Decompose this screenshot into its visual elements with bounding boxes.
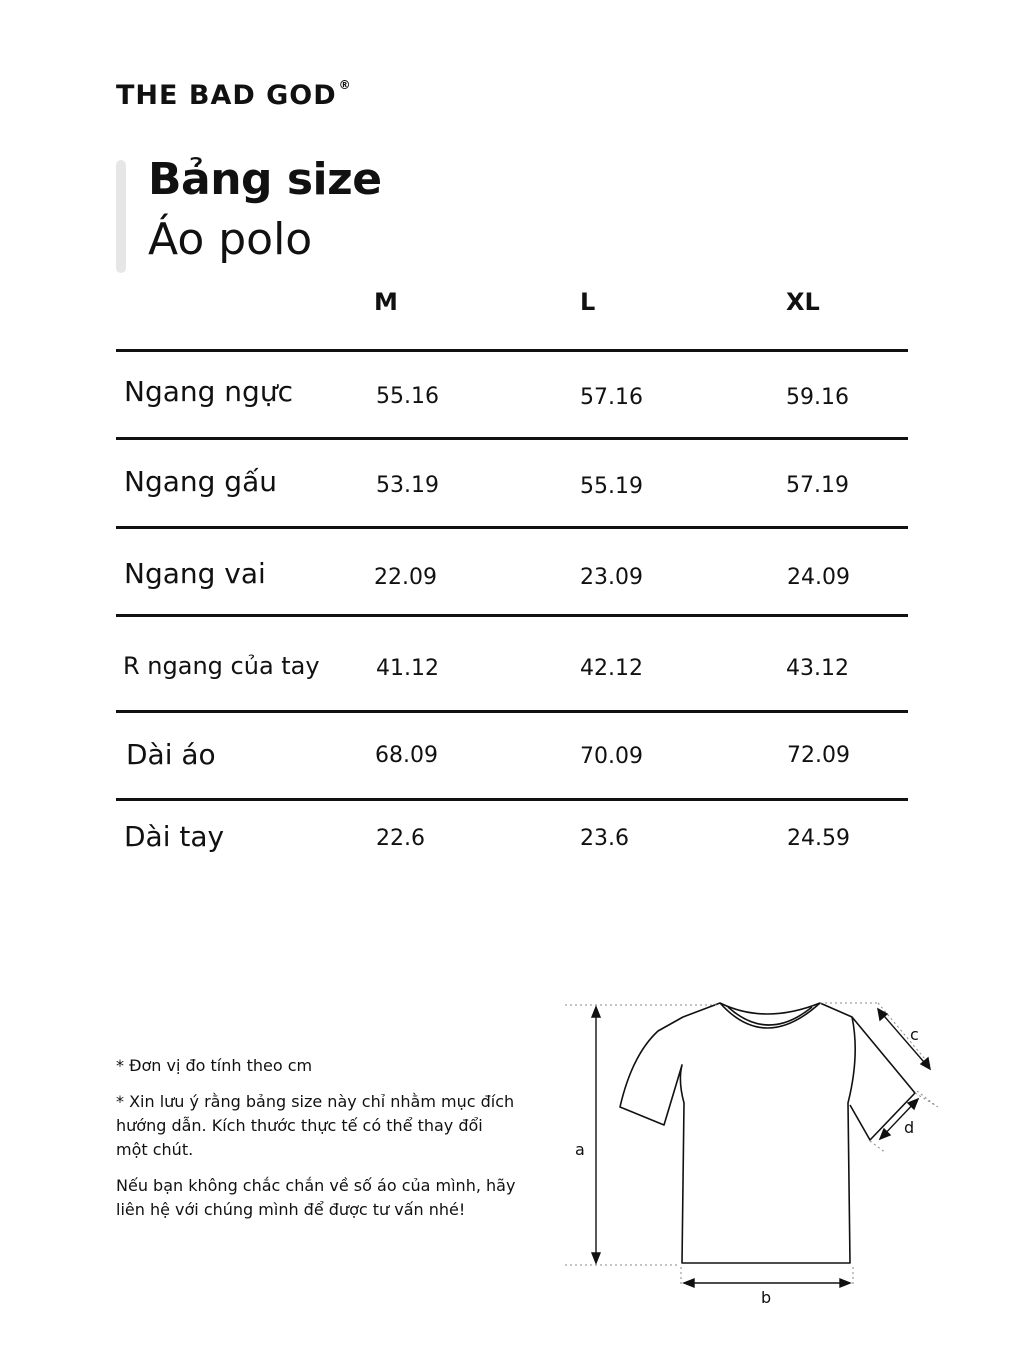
brand-name: THE BAD GOD [116,80,337,111]
cell-sleeve-length-xl: 24.59 [787,826,850,851]
cell-sleeve-length-l: 23.6 [580,826,629,851]
row-label-sleeve-width: R ngang của tay [123,652,320,680]
row-divider [116,710,908,713]
size-header-l: L [580,288,596,316]
cell-shoulder-l: 23.09 [580,565,643,590]
brand-logo [116,80,352,111]
page-subtitle: Áo polo [148,214,313,265]
cell-shoulder-xl: 24.09 [787,565,850,590]
cell-hem-m: 53.19 [376,473,439,498]
page-title: Bảng size [148,154,382,205]
row-divider [116,798,908,801]
row-divider [116,349,908,352]
dim-label-d: d [904,1118,915,1137]
cell-shoulder-m: 22.09 [374,565,437,590]
cell-chest-xl: 59.16 [786,385,849,410]
cell-sleeve-width-m: 41.12 [376,656,439,681]
dim-label-b: b [761,1288,772,1307]
title-accent-bar [116,160,126,273]
cell-hem-xl: 57.19 [786,473,849,498]
row-label-chest: Ngang ngực [124,375,293,408]
size-header-m: M [374,288,398,316]
cell-chest-m: 55.16 [376,384,439,409]
note-unit: * Đơn vị đo tính theo cm [116,1056,313,1075]
cell-length-xl: 72.09 [787,743,850,768]
dimension-guides [565,1003,938,1287]
shirt-measurement-diagram [560,995,960,1325]
notes-block [116,1054,516,1234]
dim-label-c: c [910,1025,919,1044]
cell-hem-l: 55.19 [580,474,643,499]
row-label-hem: Ngang gấu [124,465,277,498]
tshirt-outline-icon [620,1003,915,1263]
cell-sleeve-width-xl: 43.12 [786,656,849,681]
cell-length-m: 68.09 [375,743,438,768]
row-label-shoulder: Ngang vai [124,557,266,590]
row-divider [116,614,908,617]
size-header-xl: XL [786,288,820,316]
note-disclaimer: * Xin lưu ý rằng bảng size này chỉ nhằm mục đích hướng dẫn. Kích thước thực tế có thể thay đổi một chút. [116,1092,515,1159]
registered-mark: ® [338,78,352,92]
cell-sleeve-length-m: 22.6 [376,826,425,851]
cell-length-l: 70.09 [580,744,643,769]
cell-chest-l: 57.16 [580,385,643,410]
row-divider [116,437,908,440]
row-divider [116,526,908,529]
row-label-length: Dài áo [126,738,216,771]
row-label-sleeve-length: Dài tay [124,820,225,853]
dim-label-a: a [575,1140,585,1159]
note-contact: Nếu bạn không chắc chắn về số áo của mình, hãy liên hệ với chúng mình để được tư vấn nhé! [116,1176,516,1219]
cell-sleeve-width-l: 42.12 [580,656,643,681]
